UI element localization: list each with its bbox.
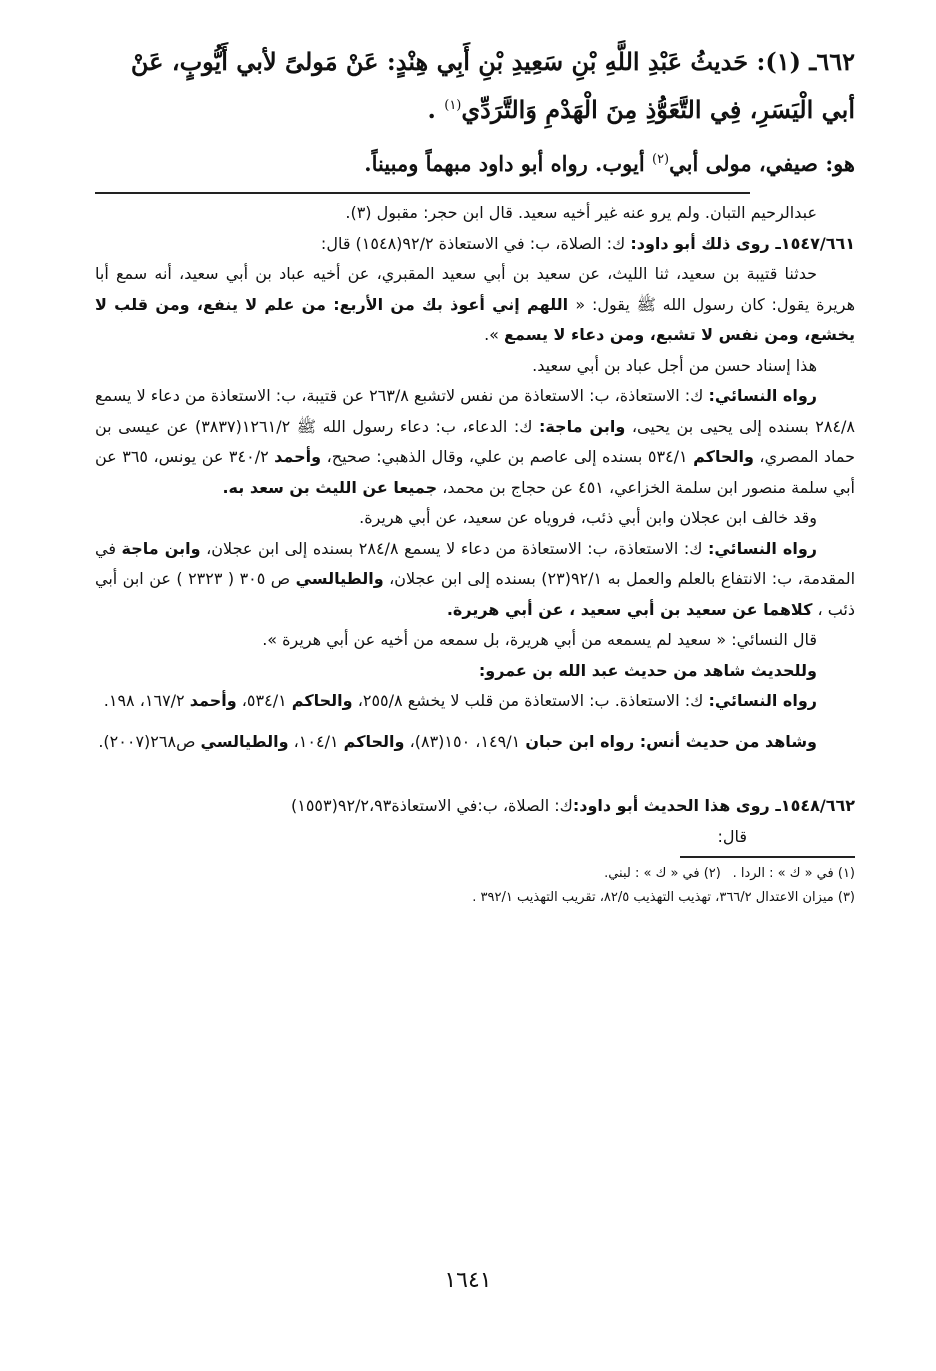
text: ك: الاستعاذة. ب: الاستعاذة من قلب لا يخشع ٢٥٥/٨، xyxy=(352,691,709,710)
paragraph xyxy=(95,791,855,822)
spacer xyxy=(95,717,855,727)
source: وأحمد xyxy=(189,691,237,710)
takhrij-heading: ١٥٤٧/٦٦١ـ روى ذلك أبو داود: xyxy=(630,233,855,253)
source: رواه النسائي: xyxy=(708,386,817,405)
text: ١٦٧/٢، ١٩٨. xyxy=(103,691,190,710)
text: ٥٣٤/١، xyxy=(236,691,292,710)
note-text: هو: صيفي، مولى أبي xyxy=(669,151,855,176)
paragraph: هذا إسناد حسن من أجل عباد بن أبي سعيد. xyxy=(532,355,817,375)
footnote-1: (١) في « ك » : الردا . xyxy=(732,866,855,881)
source: والحاكم xyxy=(693,447,754,466)
conclusion: جميعا عن الليث بن سعد به. xyxy=(222,477,438,497)
text: ١٠٤/١، xyxy=(288,731,344,751)
page xyxy=(95,40,855,910)
source: رواه النسائي: xyxy=(707,538,817,558)
footnote-3: (٣) ميزان الاعتدال ٣٦٦/٢، تهذيب التهذيب ٨٢/٥، تقريب التهذيب ٣٩٢/١ . xyxy=(472,890,855,905)
paragraph xyxy=(95,259,855,351)
footnotes xyxy=(95,862,855,910)
footnote-ref: (٢) xyxy=(651,152,670,167)
paragraph: وللحديث شاهد من حديث عبد الله بن عمرو: xyxy=(478,660,817,680)
page-number: ١٦٤١ xyxy=(444,1268,492,1293)
text: ص٢٦٨(٢٠٠٧). xyxy=(98,731,201,751)
source: وشاهد من حديث أنس: رواه ابن حبان xyxy=(525,731,817,751)
conclusion: كلاهما عن سعيد بن أبي سعيد ، عن أبي هريرة. xyxy=(446,599,813,619)
text: ك: الاستعاذة، ب: الاستعاذة من نفس لاتشبع ٢٦٣/٨ عن قتيبة، ب: الاستعاذة من دعاء لا يسمع ٢٨٤/٨ بسنده إلى يحيى بن يحيى، xyxy=(94,386,856,436)
text: ص ٣٠٥ ( ٢٣٢٣ ) عن ابن أبي ذئب ، xyxy=(95,569,855,619)
takhrij-heading: ١٥٤٨/٦٦٢ـ روى هذا الحديث أبو داود: xyxy=(572,796,855,815)
text: في المقدمة، ب: الانتفاع بالعلم والعمل به ٩٢/١(٢٣) بسنده إلى ابن عجلان، xyxy=(95,538,856,588)
footnote-row xyxy=(95,862,855,886)
paragraph xyxy=(95,534,855,626)
text: ك: الصلاة، ب:في الاستعاذة٩٢/٢،٩٣(١٥٥٣) xyxy=(290,796,573,815)
source: وابن ماجة xyxy=(121,538,201,558)
hadith-line-2 xyxy=(95,84,855,132)
paragraph xyxy=(95,381,855,503)
source: وابن ماجة: xyxy=(538,416,626,436)
source: والطيالسي xyxy=(295,569,384,588)
text: حدثنا قتيبة بن سعيد، ثنا الليث، عن سعيد بن أبي سعيد المقبري، عن أخيه عباد بن أبي سعيد، أنه سمع أبا هريرة يقول: كان رسول الله ﷺ يقول: « xyxy=(95,264,856,314)
source: والطيالسي xyxy=(200,731,289,751)
text: ك: الصلاة، ب: في الاستعاذة ٩٢/٢(١٥٤٨) قال: xyxy=(320,233,631,253)
hadith-matn: اللهم إني أعوذ بك من الأربع: من علم لا ينفع، ومن قلب لا يخشع، ومن نفس لا تشبع، ومن دعاء لا يسمع xyxy=(95,294,855,344)
text: ك: الدعاء، ب: دعاء رسول الله ﷺ ١٢٦١/٢(٣٨٣٧) عن عيسى بن حماد المصري، xyxy=(95,416,856,466)
source: وأحمد xyxy=(274,447,322,466)
text: ك: الاستعاذة، ب: الاستعاذة من دعاء لا يسمع ٢٨٤/٨ بسنده إلى ابن عجلان، xyxy=(200,538,708,558)
footnote-2: (٢) في « ك » : لبني. xyxy=(604,866,721,881)
source: والحاكم xyxy=(343,731,405,751)
paragraph xyxy=(95,727,855,758)
paragraph: قال: xyxy=(717,826,747,846)
hadith-line-1: ٦٦٢ـ (١): حَديثُ عَبْدِ اللَّهِ بْنِ سَعِيدِ بْنِ أَبِي هِنْدٍ: عَنْ مَولىً لأبي أَيُّوبٍ، عَنْ xyxy=(130,47,855,76)
footnote-ref: (١) xyxy=(444,98,462,113)
text: ١٤٩/١، ١٥٠(٨٣)، xyxy=(404,731,526,751)
note-text: أيوب. رواه أبو داود مبهماً ومبيناً. xyxy=(364,151,652,176)
commentary xyxy=(95,198,855,852)
paragraph xyxy=(95,686,855,717)
paragraph: وقد خالف ابن عجلان وابن أبي ذئب، فروياه عن سعيد، عن أبي هريرة. xyxy=(359,508,817,527)
text: ». xyxy=(484,325,505,344)
spacer xyxy=(95,757,855,791)
hadith-text: أبي الْيَسَرِ، فِي التَّعَوُّذِ مِنَ الْهَدْمِ وَالتَّرَدِّي xyxy=(461,95,855,124)
paragraph: عبدالرحيم التبان. ولم يرو عنه غير أخيه سعيد. قال ابن حجر: مقبول (٣). xyxy=(345,203,817,222)
source: رواه النسائي: xyxy=(708,691,817,710)
paragraph: قال النسائي: « سعيد لم يسمعه من أبي هريرة، بل سمعه من أخيه عن أبي هريرة ». xyxy=(262,630,817,649)
text: ٣٤٠/٢ عن يونس، ٣٦٥ عن أبي سلمة منصور ابن سلمة الخزاعي، ٤٥١ عن حجاج بن محمد، xyxy=(95,447,855,497)
paragraph xyxy=(95,229,855,260)
footnote-separator xyxy=(680,856,855,858)
text: ٥٣٤/١ بسنده إلى عاصم بن علي، وقال الذهبي: صحيح، xyxy=(321,447,694,466)
hadith-note xyxy=(95,140,855,184)
source: والحاكم xyxy=(291,691,353,710)
separator-rule xyxy=(95,192,750,194)
hadith-end: . xyxy=(427,95,445,124)
